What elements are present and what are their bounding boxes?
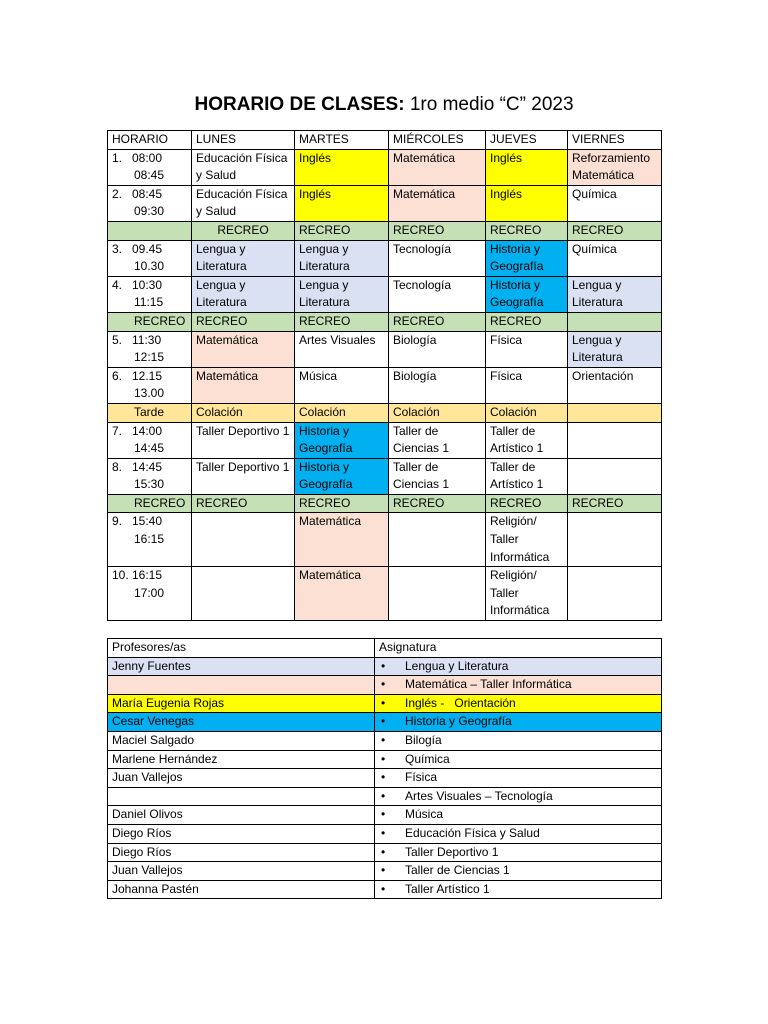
teacher-row <box>108 787 662 806</box>
time-cell <box>108 331 192 367</box>
bullet: • <box>381 881 386 896</box>
bullet: • <box>381 714 386 729</box>
break-label: RECREO <box>134 313 186 328</box>
schedule-cell: Taller de Artístico 1 <box>486 422 568 458</box>
time-cell <box>108 458 192 494</box>
break-label: Tarde <box>134 404 165 419</box>
time-cell <box>108 367 192 403</box>
schedule-cell: Biología <box>389 331 486 367</box>
break-label <box>112 223 134 237</box>
end-time: 17:00 <box>134 585 165 600</box>
schedule-cell: RECREO <box>295 221 389 240</box>
teacher-subject <box>375 694 662 713</box>
schedule-cell: Matemática <box>389 149 486 185</box>
schedule-cell: Inglés <box>295 185 389 221</box>
schedule-row <box>108 149 662 185</box>
schedule-cell: Artes Visuales <box>295 331 389 367</box>
schedule-cell: RECREO <box>568 494 662 513</box>
schedule-cell: Matemática <box>295 513 389 567</box>
block-number: 1. <box>112 150 123 165</box>
schedule-cell: Taller de Ciencias 1 <box>389 458 486 494</box>
schedule-cell <box>568 403 662 422</box>
teacher-row <box>108 806 662 825</box>
bullet: • <box>381 677 386 692</box>
schedule-cell: RECREO <box>295 312 389 331</box>
schedule-header-cell: VIERNES <box>568 131 662 150</box>
schedule-cell: Inglés <box>486 185 568 221</box>
schedule-header-cell: JUEVES <box>486 131 568 150</box>
time-cell <box>108 567 192 621</box>
teacher-subject <box>375 862 662 881</box>
start-time: 10:30 <box>132 277 163 292</box>
subject-text: Inglés - Orientación <box>405 695 516 710</box>
schedule-cell: Historia y Geografía <box>486 240 568 276</box>
teacher-name: Juan Vallejos <box>108 862 375 881</box>
schedule-header-cell: HORARIO <box>108 131 192 150</box>
schedule-cell: RECREO <box>389 312 486 331</box>
subject-text: Historia y Geografía <box>405 714 512 729</box>
block-number: 6. <box>112 368 123 383</box>
schedule-break-row <box>108 494 662 513</box>
schedule-cell: Taller de Artístico 1 <box>486 458 568 494</box>
time-line <box>112 423 187 441</box>
schedule-row <box>108 567 662 621</box>
end-time: 11:15 <box>134 295 164 310</box>
schedule-row <box>108 276 662 312</box>
start-time: 15:40 <box>132 514 163 529</box>
teacher-row <box>108 657 662 676</box>
teacher-subject <box>375 880 662 899</box>
start-time: 08:00 <box>132 150 163 165</box>
schedule-row <box>108 185 662 221</box>
page-title-bold: HORARIO DE CLASES: <box>194 94 405 115</box>
teacher-subject <box>375 676 662 695</box>
schedule-cell <box>568 312 662 331</box>
time-cell <box>108 312 192 331</box>
schedule-cell: RECREO <box>486 494 568 513</box>
start-time: 08:45 <box>132 186 163 201</box>
teacher-subject <box>375 750 662 769</box>
teacher-name: Marlene Hernández <box>108 750 375 769</box>
subject-text: Bilogía <box>405 732 442 747</box>
schedule-cell: Taller de Ciencias 1 <box>389 422 486 458</box>
time-line <box>112 186 187 204</box>
schedule-cell: RECREO <box>486 312 568 331</box>
bullet: • <box>381 844 386 859</box>
teacher-row <box>108 713 662 732</box>
start-time: 14:00 <box>132 423 163 438</box>
teacher-name: Johanna Pastén <box>108 880 375 899</box>
schedule-cell: RECREO <box>568 221 662 240</box>
teacher-name: Jenny Fuentes <box>108 657 375 676</box>
time-line <box>112 332 187 350</box>
time-line <box>112 368 187 386</box>
schedule-cell: Matemática <box>295 567 389 621</box>
time-line <box>112 150 187 168</box>
schedule-cell: Física <box>486 367 568 403</box>
schedule-header-row <box>108 131 662 150</box>
schedule-cell: Lengua y Literatura <box>295 276 389 312</box>
schedule-cell: Física <box>486 331 568 367</box>
schedule-cell: RECREO <box>192 312 295 331</box>
subject-text: Taller Deportivo 1 <box>405 844 499 859</box>
time-line <box>112 459 187 477</box>
block-number: 3. <box>112 241 123 256</box>
schedule-cell: Lengua y Literatura <box>568 331 662 367</box>
schedule-cell: Matemática <box>389 185 486 221</box>
end-time: 14:45 <box>134 441 165 456</box>
block-number: 7. <box>112 423 123 438</box>
time-cell <box>108 149 192 185</box>
schedule-cell: RECREO <box>389 494 486 513</box>
teacher-subject <box>375 787 662 806</box>
schedule-cell: Historia y Geografía <box>295 458 389 494</box>
teacher-subject <box>375 731 662 750</box>
time-cell <box>108 221 192 240</box>
time-cell <box>108 240 192 276</box>
end-time: 08:45 <box>134 168 165 183</box>
schedule-row <box>108 331 662 367</box>
time-cell <box>108 185 192 221</box>
teachers-header-cell: Asignatura <box>375 639 662 658</box>
schedule-cell <box>389 567 486 621</box>
subject-text: Taller de Ciencias 1 <box>405 863 510 878</box>
schedule-row <box>108 240 662 276</box>
end-time: 15:30 <box>134 477 165 492</box>
teacher-subject <box>375 806 662 825</box>
subject-text: Taller Artístico 1 <box>405 881 490 896</box>
subject-text: Música <box>405 807 444 822</box>
bullet: • <box>381 732 386 747</box>
schedule-cell: Educación Física y Salud <box>192 185 295 221</box>
schedule-cell: Biología <box>389 367 486 403</box>
schedule-cell: Colación <box>486 403 568 422</box>
schedule-cell <box>568 458 662 494</box>
teacher-subject <box>375 824 662 843</box>
teacher-row <box>108 694 662 713</box>
schedule-row <box>108 422 662 458</box>
end-time: 16:15 <box>134 532 165 547</box>
page-title <box>0 92 768 118</box>
bullet: • <box>381 807 386 822</box>
teachers-table <box>107 638 662 899</box>
schedule-cell <box>389 513 486 567</box>
time-line <box>112 277 187 295</box>
subject-text: Física <box>405 770 438 785</box>
end-time: 09:30 <box>134 204 165 219</box>
teacher-name <box>108 676 375 695</box>
schedule-cell: Matemática <box>192 367 295 403</box>
teacher-row <box>108 750 662 769</box>
schedule-cell: Reforzamiento Matemática <box>568 149 662 185</box>
block-number: 2. <box>112 186 123 201</box>
schedule-cell: Tecnología <box>389 276 486 312</box>
schedule-cell: Lengua y Literatura <box>568 276 662 312</box>
schedule-cell: Química <box>568 240 662 276</box>
schedule-cell: Lengua y Literatura <box>192 240 295 276</box>
teacher-row <box>108 731 662 750</box>
time-cell <box>108 494 192 513</box>
schedule-cell: Tecnología <box>389 240 486 276</box>
subject-text: Lengua y Literatura <box>405 658 509 673</box>
bullet: • <box>381 695 386 710</box>
teacher-row <box>108 843 662 862</box>
teacher-name: Daniel Olivos <box>108 806 375 825</box>
schedule-break-row <box>108 403 662 422</box>
block-number: 5. <box>112 332 123 347</box>
schedule-cell: Matemática <box>192 331 295 367</box>
bullet: • <box>381 788 386 803</box>
schedule-cell: Química <box>568 185 662 221</box>
schedule-header-cell: MIÉRCOLES <box>389 131 486 150</box>
block-number: 10. <box>112 568 129 583</box>
time-cell <box>108 513 192 567</box>
teacher-name: Diego Ríos <box>108 824 375 843</box>
time-cell <box>108 403 192 422</box>
schedule-cell <box>568 567 662 621</box>
teacher-name: Cesar Venegas <box>108 713 375 732</box>
schedule-cell: Inglés <box>486 149 568 185</box>
schedule-cell: RECREO <box>192 494 295 513</box>
bullet: • <box>381 825 386 840</box>
block-number: 8. <box>112 459 123 474</box>
bullet: • <box>381 751 386 766</box>
schedule-row <box>108 513 662 567</box>
start-time: 14:45 <box>132 459 163 474</box>
time-cell <box>108 276 192 312</box>
teacher-row <box>108 676 662 695</box>
schedule-cell: Inglés <box>295 149 389 185</box>
schedule-cell: RECREO <box>389 221 486 240</box>
schedule-cell: Lengua y Literatura <box>295 240 389 276</box>
schedule-cell: Taller Deportivo 1 <box>192 422 295 458</box>
time-cell <box>108 422 192 458</box>
teacher-name <box>108 787 375 806</box>
start-time: 11:30 <box>132 332 162 347</box>
teachers-header-row <box>108 639 662 658</box>
subject-text: Artes Visuales – Tecnología <box>405 788 553 803</box>
teacher-row <box>108 824 662 843</box>
teacher-row <box>108 880 662 899</box>
schedule-header-cell: LUNES <box>192 131 295 150</box>
schedule-cell: Taller Deportivo 1 <box>192 458 295 494</box>
bullet: • <box>381 770 386 785</box>
schedule-break-row <box>108 221 662 240</box>
teacher-name: Juan Vallejos <box>108 769 375 788</box>
teacher-name: María Eugenia Rojas <box>108 694 375 713</box>
schedule-cell: Historia y Geografía <box>486 276 568 312</box>
schedule-cell <box>192 567 295 621</box>
teachers-header-cell: Profesores/as <box>108 639 375 658</box>
schedule-cell: Colación <box>389 403 486 422</box>
block-number: 9. <box>112 514 123 529</box>
schedule-cell: Música <box>295 367 389 403</box>
schedule-cell: Colación <box>192 403 295 422</box>
time-line <box>112 513 187 531</box>
schedule-cell: Religión/ Taller Informática <box>486 513 568 567</box>
schedule-cell: RECREO <box>192 221 295 240</box>
schedule-cell: RECREO <box>295 494 389 513</box>
teacher-subject <box>375 657 662 676</box>
schedule-table <box>107 130 662 621</box>
schedule-cell: Lengua y Literatura <box>192 276 295 312</box>
subject-text: Química <box>405 751 450 766</box>
schedule-cell <box>568 513 662 567</box>
schedule-cell: Historia y Geografía <box>295 422 389 458</box>
teacher-name: Diego Ríos <box>108 843 375 862</box>
schedule-cell <box>192 513 295 567</box>
subject-text: Matemática – Taller Informática <box>405 677 572 692</box>
schedule-cell: Colación <box>295 403 389 422</box>
page-title-rest: 1ro medio “C” 2023 <box>404 94 574 115</box>
schedule-cell: Educación Física y Salud <box>192 149 295 185</box>
bullet: • <box>381 658 386 673</box>
schedule-row <box>108 458 662 494</box>
time-line <box>112 567 187 585</box>
subject-text: Educación Física y Salud <box>405 825 540 840</box>
block-number: 4. <box>112 277 123 292</box>
end-time: 10.30 <box>134 259 165 274</box>
schedule-cell: RECREO <box>486 221 568 240</box>
end-time: 12:15 <box>134 350 165 365</box>
schedule-cell <box>568 422 662 458</box>
end-time: 13.00 <box>134 386 165 401</box>
time-line <box>112 241 187 259</box>
break-label: RECREO <box>134 495 186 510</box>
schedule-row <box>108 367 662 403</box>
start-time: 16:15 <box>132 568 163 583</box>
teacher-subject <box>375 769 662 788</box>
teacher-subject <box>375 843 662 862</box>
schedule-break-row <box>108 312 662 331</box>
bullet: • <box>381 863 386 878</box>
start-time: 12.15 <box>132 368 163 383</box>
schedule-cell: Orientación <box>568 367 662 403</box>
start-time: 09.45 <box>132 241 163 256</box>
teacher-row <box>108 862 662 881</box>
schedule-header-cell: MARTES <box>295 131 389 150</box>
teacher-row <box>108 769 662 788</box>
teacher-name: Maciel Salgado <box>108 731 375 750</box>
teacher-subject <box>375 713 662 732</box>
schedule-cell: Religión/ Taller Informática <box>486 567 568 621</box>
